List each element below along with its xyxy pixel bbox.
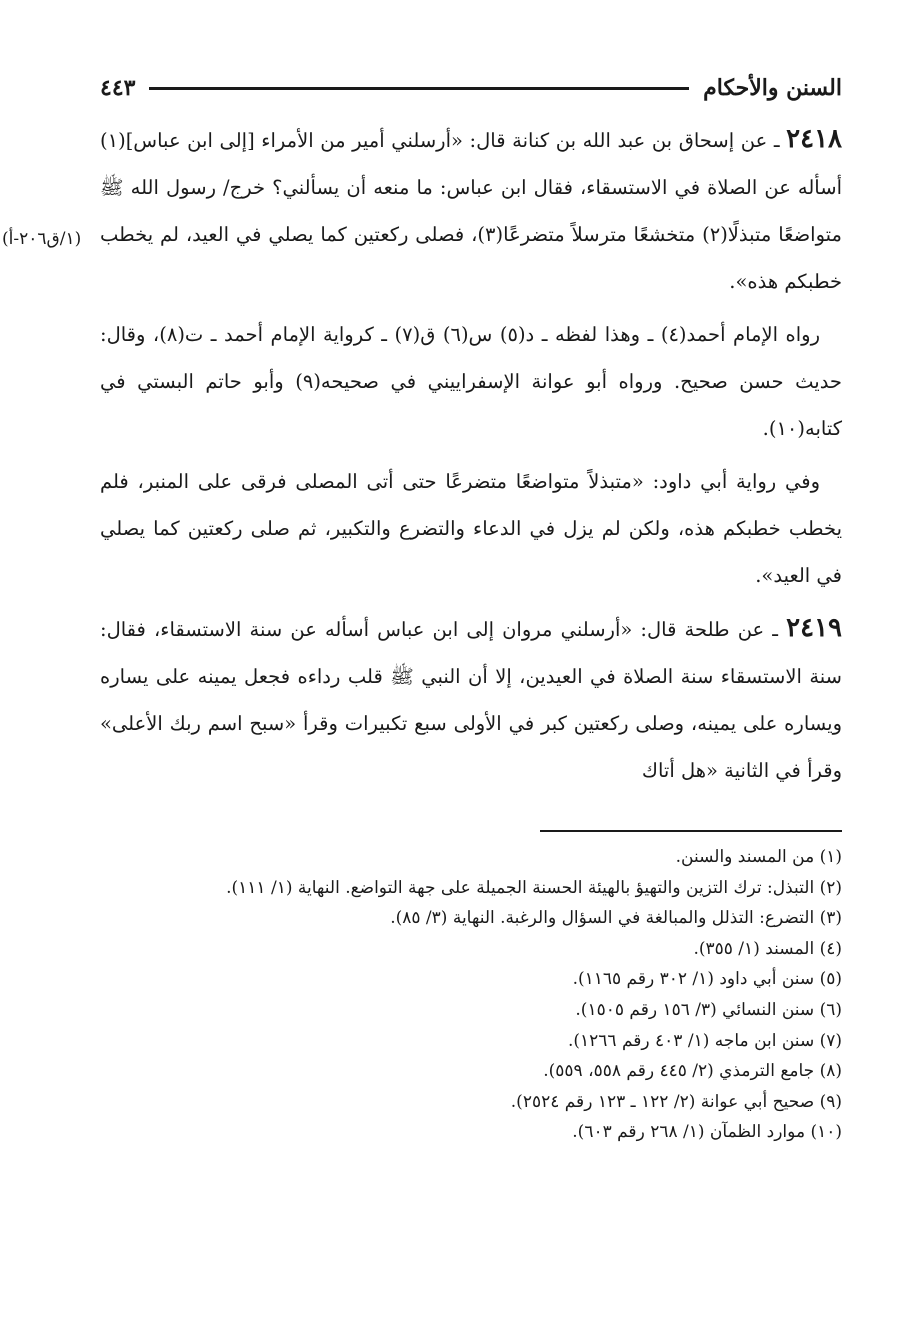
running-title: السنن والأحكام	[703, 75, 842, 101]
page-header	[100, 70, 842, 106]
footnote: (٦) سنن النسائي (٣/ ١٥٦ رقم ١٥٠٥).	[575, 999, 842, 1020]
footnote: (١) من المسند والسنن.	[675, 847, 842, 867]
footnote: (٥) سنن أبي داود (١/ ٣٠٢ رقم ١١٦٥).	[572, 969, 842, 990]
main-text	[100, 116, 842, 800]
paragraph-text: ـ عن طلحة قال: «أرسلني مروان إلى ابن عباس أسأله عن سنة الاستسقاء، فقال: سنة الاستسقاء سنة الصلاة في العيدين، إلا أن النبي ﷺ قلب رداءه فجعل يمينه على يساره ويساره على يمينه، وصلى ركعتين كبر في الأولى سبع تكبيرات وقرأ «سبح اسم ربك الأعلى» وقرأ في الثانية «هل أتاك	[100, 618, 842, 782]
hadith-number: ٢٤١٩	[786, 613, 842, 643]
paragraph-text: ـ عن إسحاق بن عبد الله بن كنانة قال: «أرسلني أمير من الأمراء [إلى ابن عباس](١) أسأله عن الصلاة في الاستسقاء، فقال ابن عباس: ما منعه أن يسألني؟ خرج/ رسول الله ﷺ متواضعًا متبذلًا(٢) متخشعًا مترسلاً متضرعًا(٣)، فصلى ركعتين كما يصلي في العيد، لم يخطب خطبكم هذه».	[100, 129, 842, 293]
footnote: (١٠) موارد الظمآن (١/ ٢٦٨ رقم ٦٠٣).	[572, 1122, 842, 1143]
manuscript-margin-reference: (١/ق٢٠٦-أ)	[2, 229, 82, 249]
riwaya-paragraph	[100, 458, 842, 599]
footnote-separator	[540, 830, 842, 832]
page-number: ٤٤٣	[100, 75, 136, 101]
takhrij-paragraph	[100, 311, 842, 452]
footnote: (٢) التبذل: ترك التزين والتهيؤ بالهيئة الحسنة الجميلة على جهة التواضع. النهاية (١/ ١١١).	[226, 877, 842, 898]
hadith-paragraph	[100, 116, 842, 305]
hadith-paragraph	[100, 605, 842, 794]
paragraph-text: وفي رواية أبي داود: «متبذلاً متواضعًا متضرعًا حتى أتى المصلى فرقى على المنبر، فلم يخطب خطبكم هذه، ولكن لم يزل في الدعاء والتضرع والتكبير، ثم صلى ركعتين كما يصلي في العيد».	[100, 470, 842, 587]
footnote: (٨) جامع الترمذي (٢/ ٤٤٥ رقم ٥٥٨، ٥٥٩).	[543, 1061, 842, 1082]
footnote: (٣) التضرع: التذلل والمبالغة في السؤال والرغبة. النهاية (٣/ ٨٥).	[390, 908, 842, 929]
footnote: (٩) صحيح أبي عوانة (٢/ ١٢٢ ـ ١٢٣ رقم ٢٥٢٤).	[510, 1091, 842, 1112]
footnotes	[100, 842, 842, 1148]
hadith-number: ٢٤١٨	[786, 124, 842, 154]
footnote: (٧) سنن ابن ماجه (١/ ٤٠٣ رقم ١٢٦٦).	[567, 1030, 842, 1051]
paragraph-text: رواه الإمام أحمد(٤) ـ وهذا لفظه ـ د(٥) س(٦) ق(٧) ـ كرواية الإمام أحمد ـ ت(٨)، وقال: حديث حسن صحيح. ورواه أبو عوانة الإسفراييني في صحيحه(٩) وأبو حاتم البستي في كتابه(١٠).	[100, 323, 842, 440]
footnote: (٤) المسند (١/ ٣٥٥).	[693, 938, 842, 959]
header-rule	[149, 87, 689, 90]
